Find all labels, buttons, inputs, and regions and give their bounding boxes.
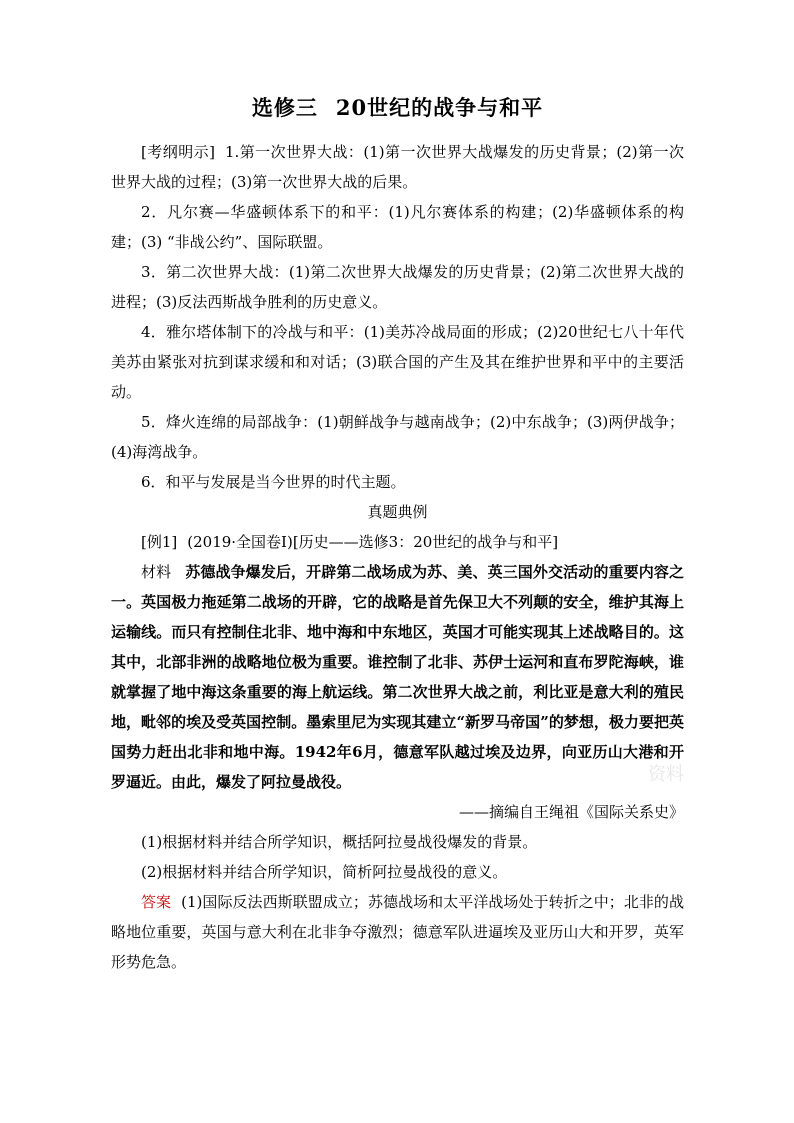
answer-label: 答案 [141,893,172,911]
question-1: (1)根据材料并结合所学知识，概括阿拉曼战役爆发的背景。 [141,833,538,851]
outline-section [111,137,684,497]
outline-tag: [考纲明示] [141,143,215,161]
outline-item-5: 5．烽火连绵的局部战争：(1)朝鲜战争与越南战争；(2)中东战争；(3)两伊战争；(4)海湾战争。 [111,413,684,461]
question-2: (2)根据材料并结合所学知识，简析阿拉曼战役的意义。 [141,863,508,881]
outline-item-4: 4．雅尔塔体制下的冷战与和平：(1)美苏冷战局面的形成；(2)20世纪七八十年代美苏由紧张对抗到谋求缓和和对话；(3)联合国的产生及其在维护世界和平中的主要活动。 [111,323,684,401]
material-label: 材料 [141,563,172,581]
outline-item-3: 3．第二次世界大战：(1)第二次世界大战爆发的历史背景；(2)第二次世界大战的进程；(3)反法西斯战争胜利的历史意义。 [111,263,684,311]
page-title [111,92,684,124]
example-source: (2019·全国卷Ⅰ)[历史——选修3：20世纪的战争与和平] [187,533,559,551]
material-text: 苏德战争爆发后，开辟第二战场成为苏、美、英三国外交活动的重要内容之一。英国极力拖延第二战场的开辟，它的战略是首先保卫大不列颠的安全，维护其海上运输线。而只有控制住北非、地中海和中东地区，英国才可能实现其上述战略目的。这其中，北部非洲的战略地位极为重要。谁控制了北非、苏伊士运河和直布罗陀海峡，谁就掌握了地中海这条重要的海上航运线。第二次世界大战之前，利比亚是意大利的殖民地，毗邻的埃及受英国控制。墨索里尼为实现其建立“新罗马帝国”的梦想，极力要把英国势力赶出北非和地中海。1942年6月，德意军队越过埃及边界，向亚历山大港和开罗逼近。由此，爆发了阿拉曼战役。 [111,563,684,791]
material-citation: ——摘编自王绳祖《国际关系史》 [458,803,684,821]
title-right: 20世纪的战争与和平 [335,95,544,120]
example-section [111,527,684,977]
example-tag: [例1] [141,533,178,551]
example-header [111,527,684,557]
section-heading: 真题典例 [367,503,428,521]
material-paragraph [111,557,684,797]
title-left: 选修三 [251,95,318,120]
outline-item-6: 6．和平与发展是当今世界的时代主题。 [141,473,406,491]
outline-item-1: [考纲明示] 1.第一次世界大战：(1)第一次世界大战爆发的历史背景；(2)第一次世界大战的过程；(3)第一次世界大战的后果。 [111,143,684,191]
watermark: 资料 [648,764,684,785]
answer-paragraph [111,887,684,977]
answer-text: (1)国际反法西斯联盟成立；苏德战场和太平洋战场处于转折之中；北非的战略地位重要，英国与意大利在北非争夺激烈；德意军队进逼埃及亚历山大和开罗，英军形势危急。 [111,893,684,971]
outline-item-2: 2．凡尔赛—华盛顿体系下的和平：(1)凡尔赛体系的构建；(2)华盛顿体系的构建；(3) “非战公约”、国际联盟。 [111,203,684,251]
